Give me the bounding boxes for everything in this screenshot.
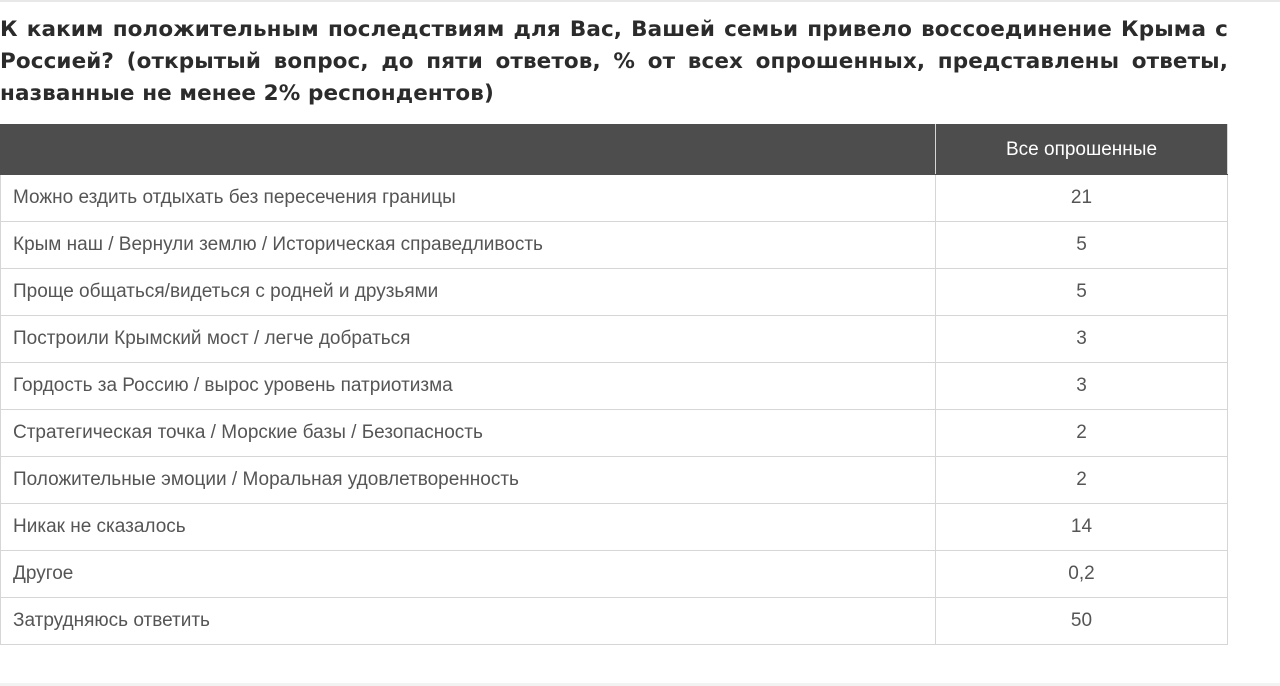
header-value-cell: Все опрошенные xyxy=(936,125,1228,175)
row-label: Можно ездить отдыхать без пересечения границы xyxy=(1,175,936,222)
row-label: Гордость за Россию / вырос уровень патриотизма xyxy=(1,363,936,410)
row-value: 5 xyxy=(936,269,1228,316)
row-label: Положительные эмоции / Моральная удовлетворенность xyxy=(1,457,936,504)
results-table xyxy=(0,124,1228,645)
row-label: Никак не сказалось xyxy=(1,504,936,551)
row-label: Крым наш / Вернули землю / Историческая справедливость xyxy=(1,222,936,269)
row-label: Затрудняюсь ответить xyxy=(1,598,936,645)
row-value: 21 xyxy=(936,175,1228,222)
header-label-cell xyxy=(1,125,936,175)
table-row xyxy=(1,551,1228,598)
table-header xyxy=(1,125,1228,175)
row-value: 3 xyxy=(936,363,1228,410)
row-value: 14 xyxy=(936,504,1228,551)
top-divider xyxy=(0,0,1280,2)
table-row xyxy=(1,457,1228,504)
table-header-row xyxy=(1,125,1228,175)
row-value: 2 xyxy=(936,410,1228,457)
table-row xyxy=(1,175,1228,222)
row-value: 0,2 xyxy=(936,551,1228,598)
row-label: Проще общаться/видеться с родней и друзьями xyxy=(1,269,936,316)
table-row xyxy=(1,269,1228,316)
table-row xyxy=(1,504,1228,551)
row-value: 2 xyxy=(936,457,1228,504)
row-label: Стратегическая точка / Морские базы / Безопасность xyxy=(1,410,936,457)
table-body xyxy=(1,175,1228,645)
row-value: 3 xyxy=(936,316,1228,363)
row-value: 50 xyxy=(936,598,1228,645)
question-heading: К каким положительным последствиям для Вас, Вашей семьи привело воссоединение Крыма с Россией? (открытый вопрос, до пяти ответов, % от всех опрошенных, представлены ответы, названные не менее 2% респондентов) xyxy=(0,17,1228,106)
table-row xyxy=(1,222,1228,269)
row-value: 5 xyxy=(936,222,1228,269)
table-row xyxy=(1,316,1228,363)
table-row xyxy=(1,598,1228,645)
table-row xyxy=(1,410,1228,457)
row-label: Построили Крымский мост / легче добраться xyxy=(1,316,936,363)
table-row xyxy=(1,363,1228,410)
row-label: Другое xyxy=(1,551,936,598)
